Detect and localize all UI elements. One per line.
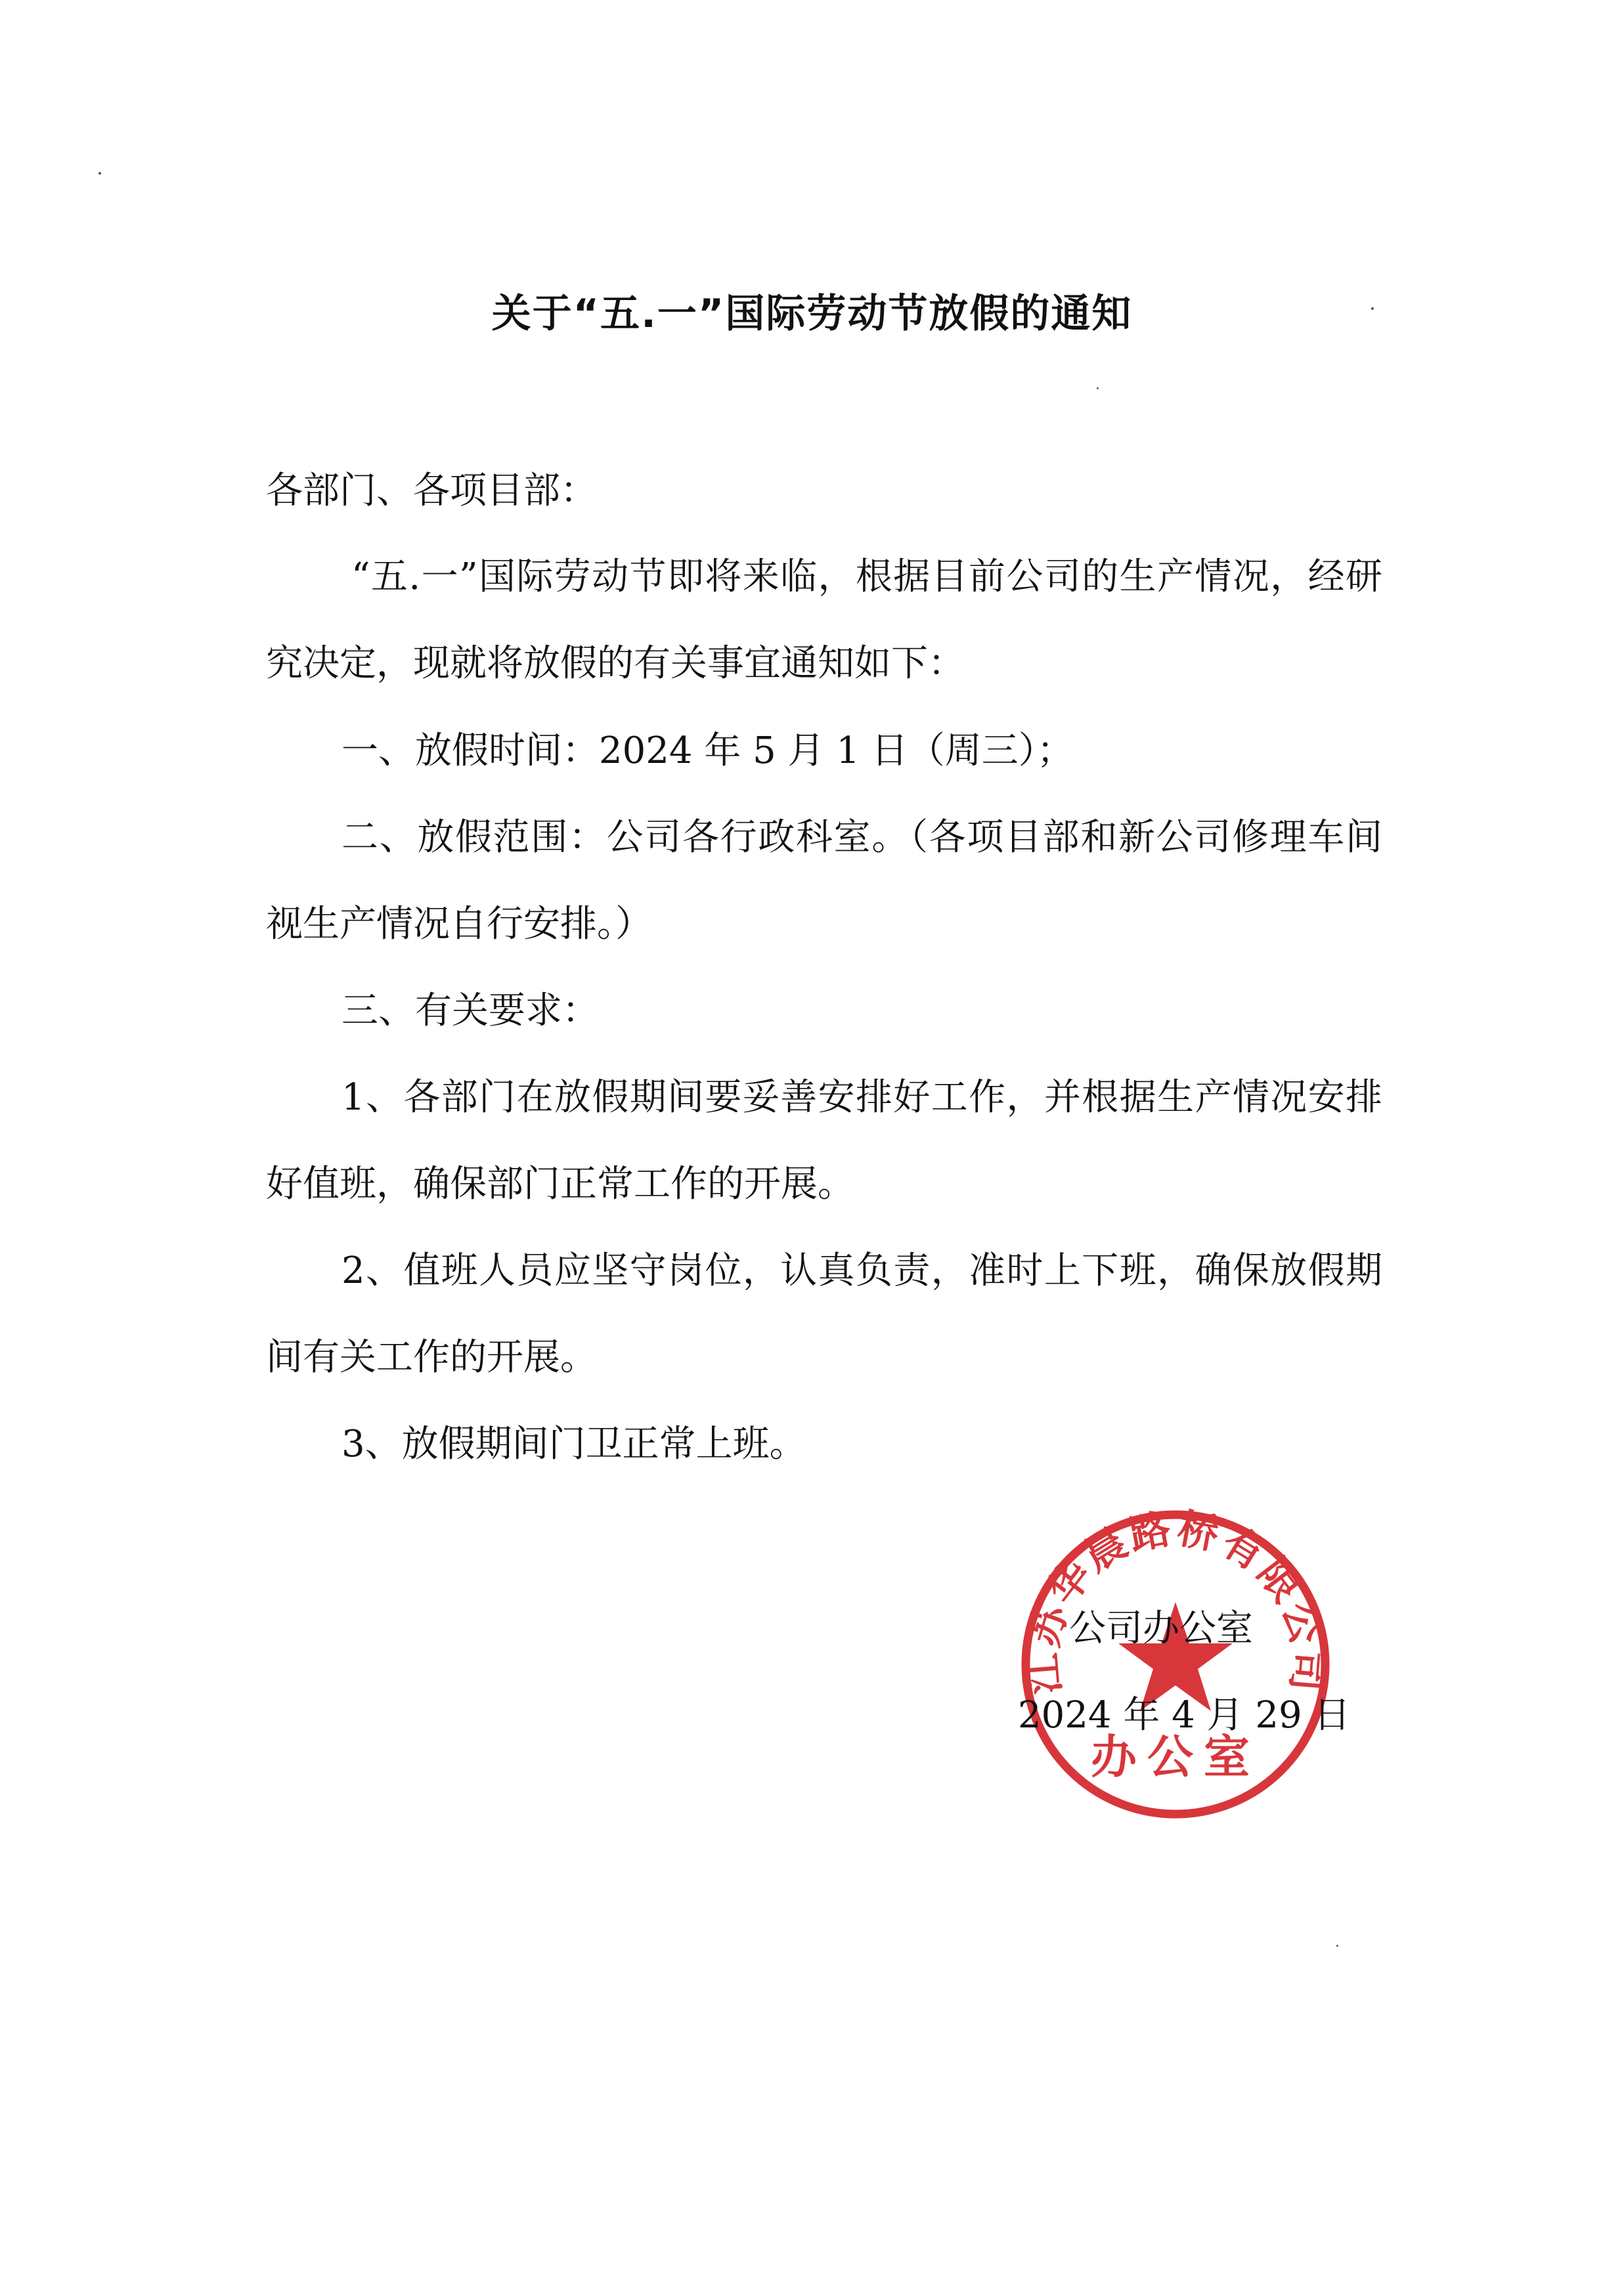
requirement-1-line-1: 1、各部门在放假期间要妥善安排好工作，并根据生产情况安排	[341, 1076, 1382, 1119]
seal-ring-text: 江苏华晨路桥有限公司	[1018, 1504, 1333, 1697]
item-vacation-time: 一、放假时间：2024 年 5 月 1 日（周三）；	[341, 729, 1074, 772]
salutation: 各部门、各项目部：	[266, 469, 597, 512]
intro-line-1: “五.一”国际劳动节即将来临，根据目前公司的生产情况，经研	[351, 555, 1382, 598]
requirement-2-line-1: 2、值班人员应坚守岗位，认真负责，准时上下班，确保放假期	[341, 1249, 1382, 1292]
item-vacation-scope-line-1: 二、放假范围：公司各行政科室。（各项目部和新公司修理车间	[341, 816, 1382, 859]
requirement-3: 3、放假期间门卫正常上班。	[341, 1423, 806, 1465]
document-title: 关于“五.一”国际劳动节放假的通知	[491, 291, 1133, 337]
requirement-2-line-2: 间有关工作的开展。	[266, 1336, 597, 1379]
scan-speck	[1371, 307, 1374, 310]
scan-speck	[99, 172, 101, 175]
intro-line-2: 究决定，现就将放假的有关事宜通知如下：	[266, 642, 965, 685]
seal-center-text: 办公室	[1091, 1730, 1260, 1784]
signature-date: 2024 年 4 月 29 日	[1018, 1694, 1351, 1737]
signature-issuer: 公司办公室	[1069, 1607, 1253, 1650]
requirement-1-line-2: 好值班，确保部门正常工作的开展。	[266, 1163, 854, 1205]
item-vacation-scope-line-2: 视生产情况自行安排。）	[266, 903, 652, 945]
item-requirements-heading: 三、有关要求：	[341, 989, 599, 1032]
official-seal-stamp	[1015, 1504, 1336, 1825]
scan-speck	[1097, 387, 1099, 389]
scan-speck	[1336, 1945, 1338, 1947]
